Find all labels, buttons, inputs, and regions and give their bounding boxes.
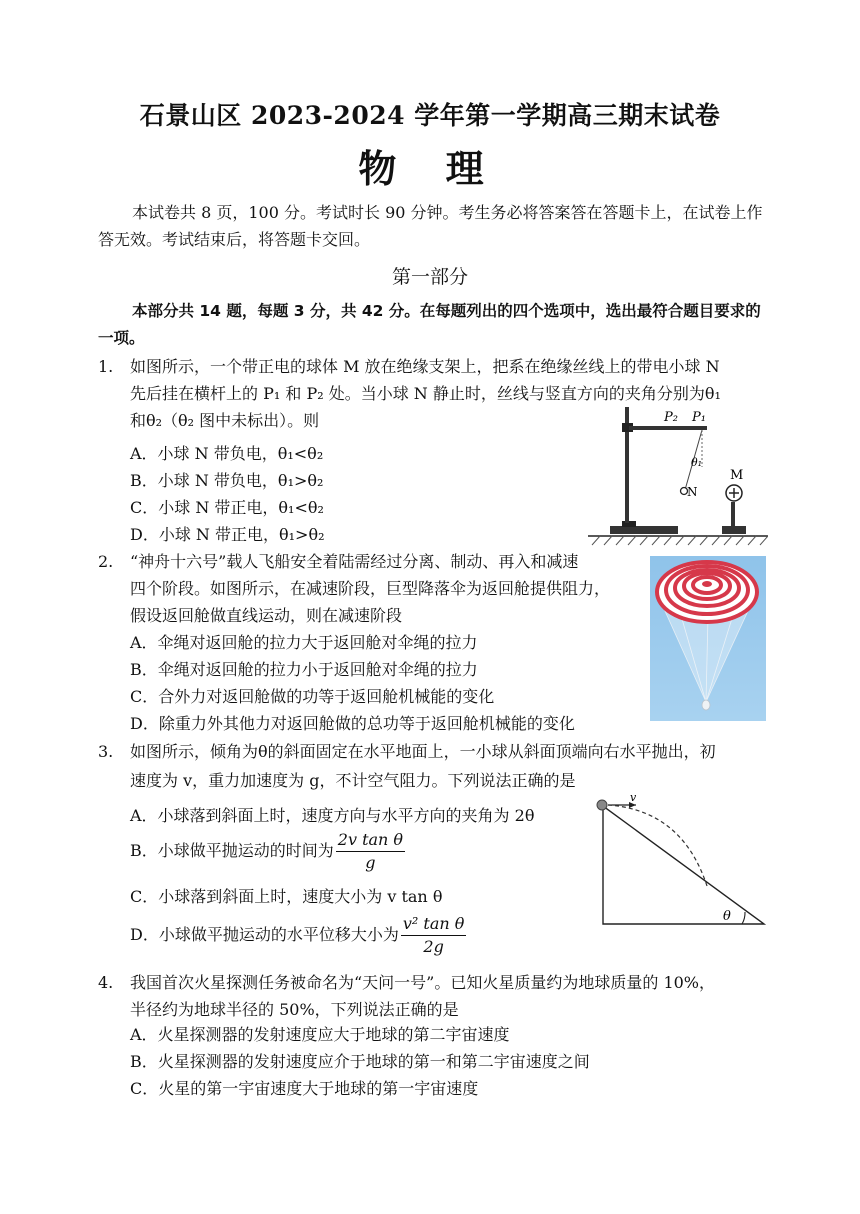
question-line: 先后挂在横杆上的 P₁ 和 P₂ 处。当小球 N 静止时，丝线与竖直方向的夹角分别为θ₁	[130, 384, 721, 403]
q3-incline-figure	[592, 790, 768, 930]
question-line: 我国首次火星探测任务被命名为“天问一号”。已知火星质量约为地球质量的 10%，	[130, 973, 716, 992]
subject-title: 物 理	[358, 147, 502, 191]
option-a: A．火星探测器的发射速度应大于地球的第二宇宙速度	[130, 1025, 510, 1044]
fraction-numerator: 2v tan θ	[336, 829, 405, 852]
label-p2: P₂	[664, 410, 678, 425]
question-line: 速度为 v，重力加速度为 g，不计空气阻力。下列说法正确的是	[130, 771, 576, 790]
fraction-denominator: 2g	[423, 937, 444, 956]
question-line: 和θ₂（θ₂ 图中未标出）。则	[130, 411, 320, 430]
q1-figure	[588, 405, 768, 550]
question-line: “神舟十六号”载人飞船安全着陆需经过分离、制动、再入和减速	[130, 552, 579, 571]
question-number: 2.	[98, 552, 114, 571]
section-instructions: 本部分共 14 题，每题 3 分，共 42 分。在每题列出的四个选项中，选出最符合题目要求的一项。	[98, 302, 761, 347]
label-n: N	[687, 485, 698, 499]
option-c: C．火星的第一宇宙速度大于地球的第一宇宙速度	[130, 1079, 479, 1098]
option-c: C．合外力对返回舱做的功等于返回舱机械能的变化	[130, 687, 495, 706]
exam-title: 石景山区 2023-2024 学年第一学期高三期末试卷	[139, 101, 721, 130]
option-a: A．小球 N 带负电，θ₁<θ₂	[130, 444, 324, 463]
option-b	[130, 829, 405, 874]
option-d-fraction	[401, 913, 467, 958]
option-b: B．火星探测器的发射速度应介于地球的第一和第二宇宙速度之间	[130, 1052, 590, 1071]
option-d-text: D．小球做平抛运动的水平位移大小为	[130, 925, 399, 944]
option-d	[130, 913, 466, 958]
question-line: 四个阶段。如图所示，在减速阶段，巨型降落伞为返回舱提供阻力，	[130, 579, 611, 598]
label-theta: θ	[723, 909, 731, 924]
option-c: C．小球 N 带正电，θ₁<θ₂	[130, 498, 324, 517]
option-c: C．小球落到斜面上时，速度大小为 v tan θ	[130, 887, 443, 906]
fraction-denominator: g	[365, 853, 376, 872]
label-v: v	[630, 791, 637, 804]
option-a: A．伞绳对返回舱的拉力大于返回舱对伞绳的拉力	[130, 633, 478, 652]
question-number: 3.	[98, 742, 114, 761]
fraction-numerator: v² tan θ	[401, 913, 467, 936]
exam-intro: 本试卷共 8 页，100 分。考试时长 90 分钟。考生务必将答案答在答题卡上，在试卷上作答无效。考试结束后，将答题卡交回。	[98, 203, 763, 249]
parachute-photo	[650, 556, 766, 721]
question-line: 假设返回舱做直线运动，则在减速阶段	[130, 606, 403, 625]
option-b-fraction	[336, 829, 405, 874]
option-b: B．伞绳对返回舱的拉力小于返回舱对伞绳的拉力	[130, 660, 478, 679]
question-number: 4.	[98, 973, 114, 992]
label-p1: P₁	[692, 410, 706, 425]
label-m: M	[730, 468, 744, 483]
option-b: B．小球 N 带负电，θ₁>θ₂	[130, 471, 324, 490]
question-line: 如图所示，一个带正电的球体 M 放在绝缘支架上，把系在绝缘丝线上的带电小球 N	[130, 357, 720, 376]
option-a: A．小球落到斜面上时，速度方向与水平方向的夹角为 2θ	[130, 806, 535, 825]
option-d: D．除重力外其他力对返回舱做的总功等于返回舱机械能的变化	[130, 714, 575, 733]
label-theta1: θ₁	[691, 456, 703, 469]
question-line: 半径约为地球半径的 50%，下列说法正确的是	[130, 1000, 459, 1019]
question-number: 1.	[98, 357, 114, 376]
option-b-text: B．小球做平抛运动的时间为	[130, 841, 334, 860]
question-line: 如图所示，倾角为θ的斜面固定在水平地面上，一小球从斜面顶端向右水平抛出，初	[130, 742, 716, 761]
option-d: D．小球 N 带正电，θ₁>θ₂	[130, 525, 325, 544]
section-title: 第一部分	[391, 266, 468, 288]
